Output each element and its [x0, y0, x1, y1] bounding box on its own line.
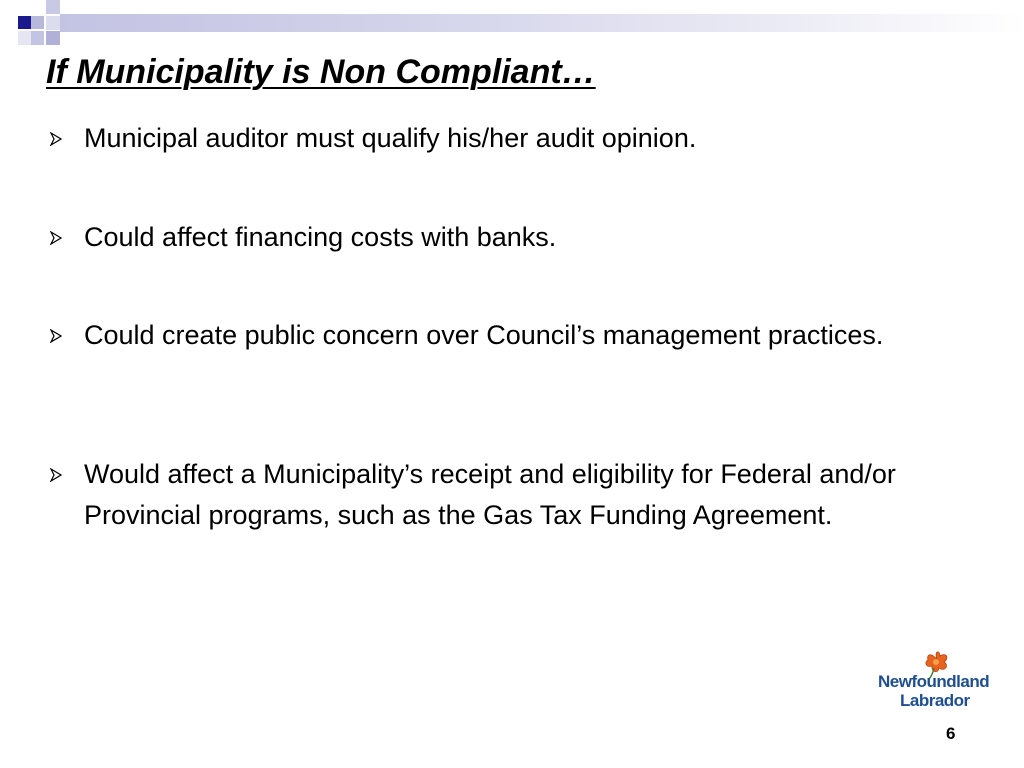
decor-square-light	[46, 0, 60, 14]
bullet-text: Municipal auditor must qualify his/her audit opinion.	[84, 123, 697, 153]
decor-square-light	[31, 16, 44, 29]
decor-square-light	[31, 31, 44, 45]
newfoundland-labrador-logo	[876, 648, 992, 712]
list-item	[46, 217, 976, 258]
bullet-text: Could affect financing costs with banks.	[84, 222, 557, 252]
arrowhead-bullet-icon	[50, 329, 62, 343]
list-item	[46, 454, 966, 536]
arrowhead-bullet-icon	[50, 132, 62, 146]
arrowhead-bullet-icon	[50, 468, 62, 482]
decor-square-light	[18, 31, 31, 45]
decor-square-light	[46, 16, 60, 30]
header-gradient-bar	[60, 14, 1024, 32]
page-number: 6	[946, 724, 956, 743]
logo-text-line2: Labrador	[900, 691, 970, 710]
slide-title: If Municipality is Non Compliant…	[46, 53, 596, 91]
decor-square-light	[46, 31, 60, 45]
arrowhead-bullet-icon	[50, 231, 62, 245]
list-item	[46, 315, 966, 356]
decor-square-dark	[18, 16, 31, 29]
logo-text-line1: Newfoundland	[878, 672, 990, 691]
list-item	[46, 118, 976, 159]
bullet-text: Could create public concern over Council’s management practices.	[84, 320, 884, 350]
bullet-text: Would affect a Municipality’s receipt and eligibility for Federal and/or Provincial programs, such as the Gas Tax Funding Agreement.	[84, 459, 896, 530]
